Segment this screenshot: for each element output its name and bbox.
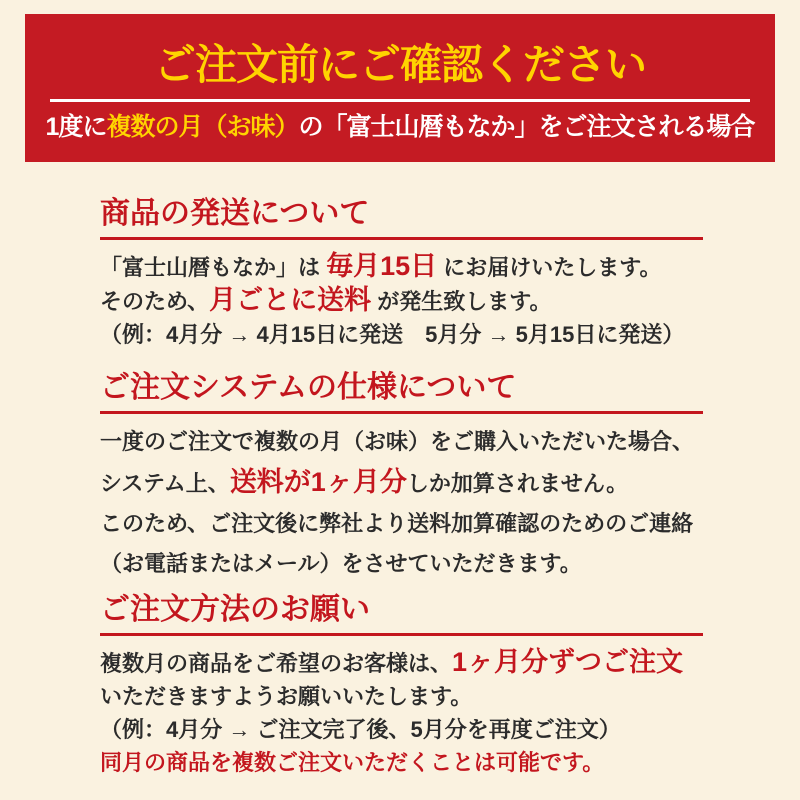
shipping-line-2 <box>100 284 703 318</box>
shipping-line-1 <box>100 250 703 284</box>
shipping-line-3-example: （例：4月分 → 4月15日に発送 5月分 → 5月15日に発送） <box>100 322 685 347</box>
system-line-2 <box>100 462 703 504</box>
system-body <box>100 422 703 584</box>
request-heading: ご注文方法のお願い <box>100 593 370 626</box>
section-order-request <box>100 592 703 779</box>
request-line-4-note: 同月の商品を複数ご注文いただくことは可能です。 <box>100 750 605 775</box>
request-line-3-example: （例：4月分 → ご注文完了後、5月分を再度ご注文） <box>100 717 621 742</box>
section-order-system <box>100 370 703 584</box>
shipping-line-2-text: そのため、 <box>100 289 210 314</box>
request-highlight-order-monthly: 1ヶ月分ずつご注文 <box>452 647 684 677</box>
banner-subtitle-highlight: 複数の月（お味） <box>106 113 299 141</box>
banner-subtitle-suffix: の「富士山暦もなか」をご注文される場合 <box>298 113 755 141</box>
shipping-line-2-text-end: が発生致します。 <box>371 289 552 314</box>
banner-subtitle <box>25 110 775 144</box>
system-highlight-fee-month: 送料が1ヶ月分 <box>229 467 407 497</box>
system-heading-rule <box>100 411 703 414</box>
system-line-4: （お電話またはメール）をさせていただきます。 <box>100 551 582 576</box>
request-line-1-text: 複数月の商品をご希望のお客様は、 <box>100 651 453 676</box>
section-shipping <box>100 196 703 351</box>
banner-divider <box>50 99 750 102</box>
shipping-line-1-text: 「富士山暦もなか」は <box>100 255 327 280</box>
system-heading: ご注文システムの仕様について <box>100 371 517 404</box>
banner-subtitle-prefix: 1度に <box>45 113 107 141</box>
shipping-highlight-fee: 月ごとに送料 <box>209 285 372 315</box>
shipping-line-1-text-end: にお届けいたします。 <box>437 255 662 280</box>
shipping-body <box>100 250 703 351</box>
system-line-2-text-end: しか加算されません。 <box>406 471 629 496</box>
notice-banner <box>25 14 775 162</box>
shipping-heading: 商品の発送について <box>100 197 370 230</box>
system-line-1: 一度のご注文で複数の月（お味）をご購入いただいた場合、 <box>100 429 695 454</box>
shipping-highlight-date: 毎月15日 <box>326 251 438 281</box>
request-body <box>100 646 703 779</box>
request-line-1 <box>100 646 703 680</box>
banner-title: ご注文前にご確認ください <box>153 41 646 88</box>
request-line-2: いただきますようお願いいたします。 <box>100 684 473 709</box>
request-heading-rule <box>100 633 703 636</box>
shipping-heading-rule <box>100 237 703 240</box>
system-line-2-text: システム上、 <box>100 471 230 496</box>
system-line-3: このため、ご注文後に弊社より送料加算確認のためのご連絡 <box>100 511 694 536</box>
